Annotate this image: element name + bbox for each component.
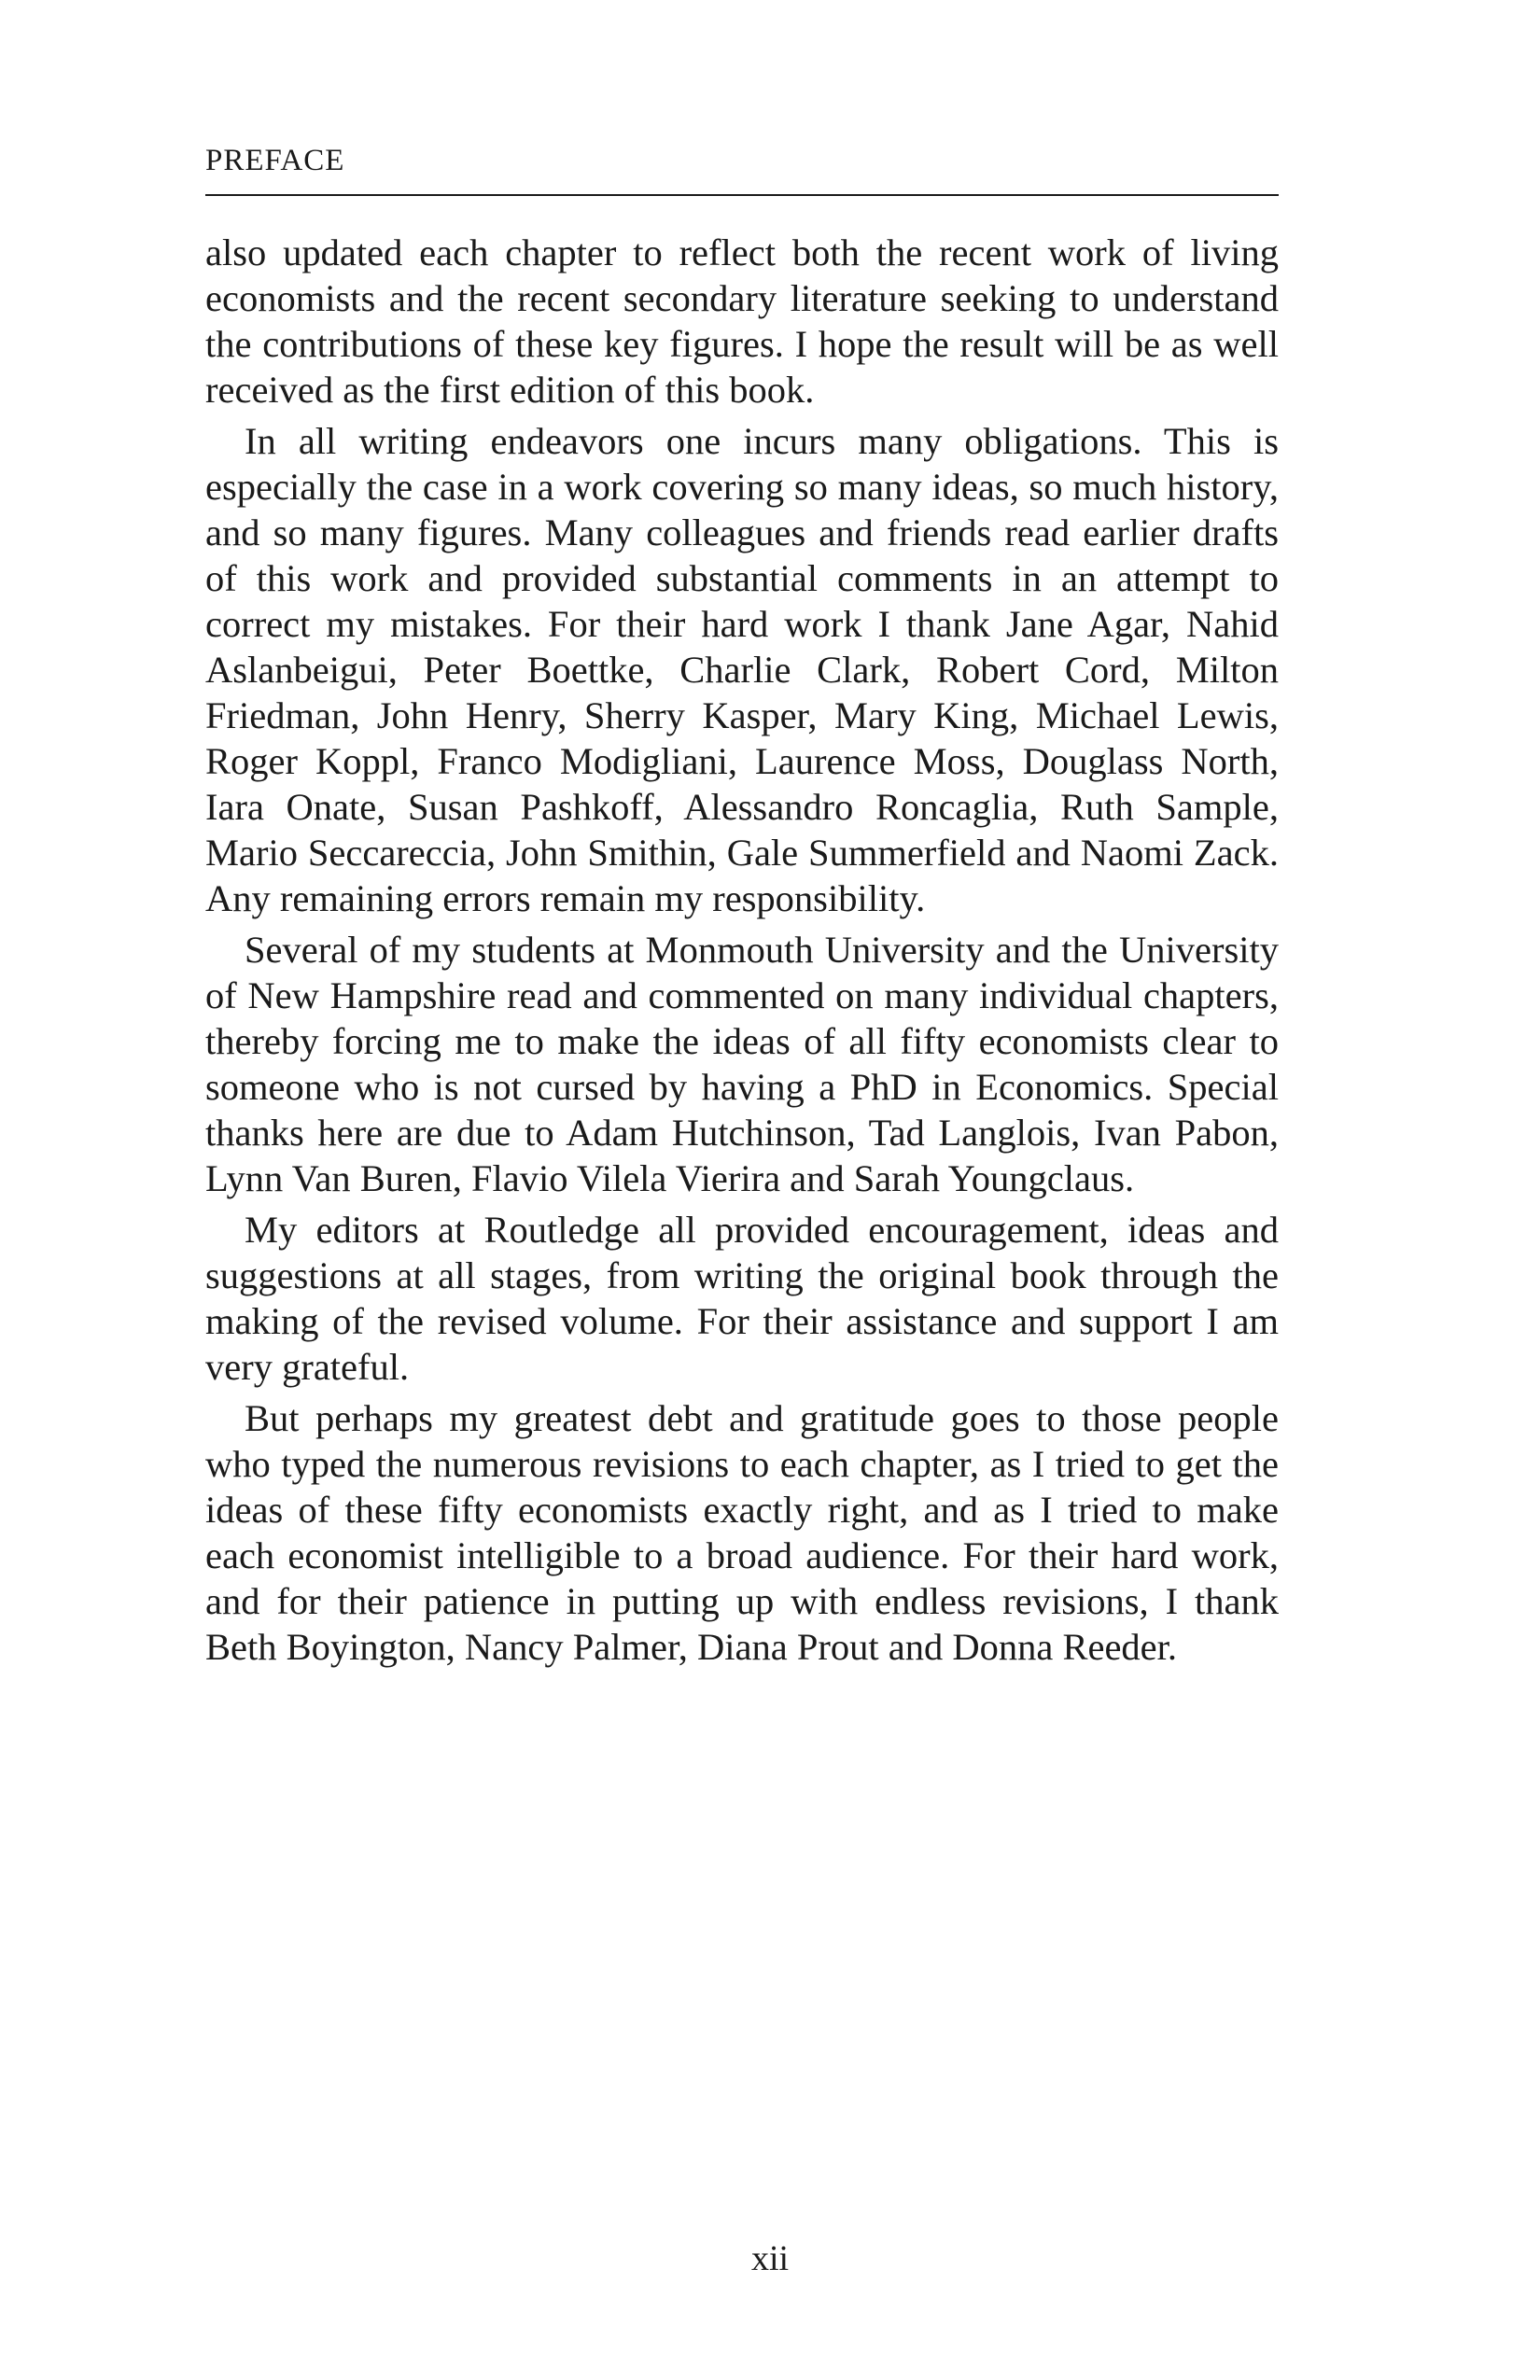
- paragraph-revisions: also updated each chapter to reflect both the recent work of living economists and the recent secondary literature seeking to understand the contributions of these key figures. I hope the result will be as well received as the first edition of this book.: [205, 231, 1279, 411]
- paragraph-students: Several of my students at Monmouth University and the University of New Hampshire read and commented on many individual chapters, thereby forcing me to make the ideas of all fifty economists clear to someone who is not cursed by having a PhD in Economics. Special thanks here are due to Adam Hutchinson, Tad Langlois, Ivan Pabon, Lynn Van Buren, Flavio Vilela Vierira and Sarah Youngclaus.: [205, 929, 1279, 1199]
- paragraph-obligations: In all writing endeavors one incurs many obligations. This is especially the case in a work covering so many ideas, so much history, and so many figures. Many colleagues and friends read earlier drafts of this work and provided substantial comments in an attempt to correct my mistakes. For their hard work I thank Jane Agar, Nahid Aslanbeigui, Peter Boettke, Charlie Clark, Robert Cord, Milton Friedman, John Henry, Sherry Kasper, Mary King, Michael Lewis, Roger Koppl, Franco Modigliani, Laurence Moss, Douglass North, Iara Onate, Susan Pashkoff, Alessandro Roncaglia, Ruth Sample, Mario Seccareccia, John Smithin, Gale Summerfield and Naomi Zack. Any remaining errors remain my responsibility.: [205, 420, 1279, 919]
- paragraph-editors: My editors at Routledge all provided encouragement, ideas and suggestions at all stages, from writing the original book through the making of the revised volume. For their assistance and support I am very grateful.: [205, 1209, 1279, 1388]
- running-head: PREFACE: [205, 144, 345, 177]
- preface-body: [205, 230, 1279, 1675]
- page-number: xii: [750, 2239, 790, 2278]
- paragraph-typists: But perhaps my greatest debt and gratitude goes to those people who typed the numerous revisions to each chapter, as I tried to get the ideas of these fifty economists exactly right, and as I tried to make each economist intelligible to a broad audience. For their hard work, and for their patience in putting up with endless revisions, I thank Beth Boyington, Nancy Palmer, Diana Prout and Donna Reeder.: [205, 1397, 1279, 1668]
- header-rule: [205, 194, 1279, 196]
